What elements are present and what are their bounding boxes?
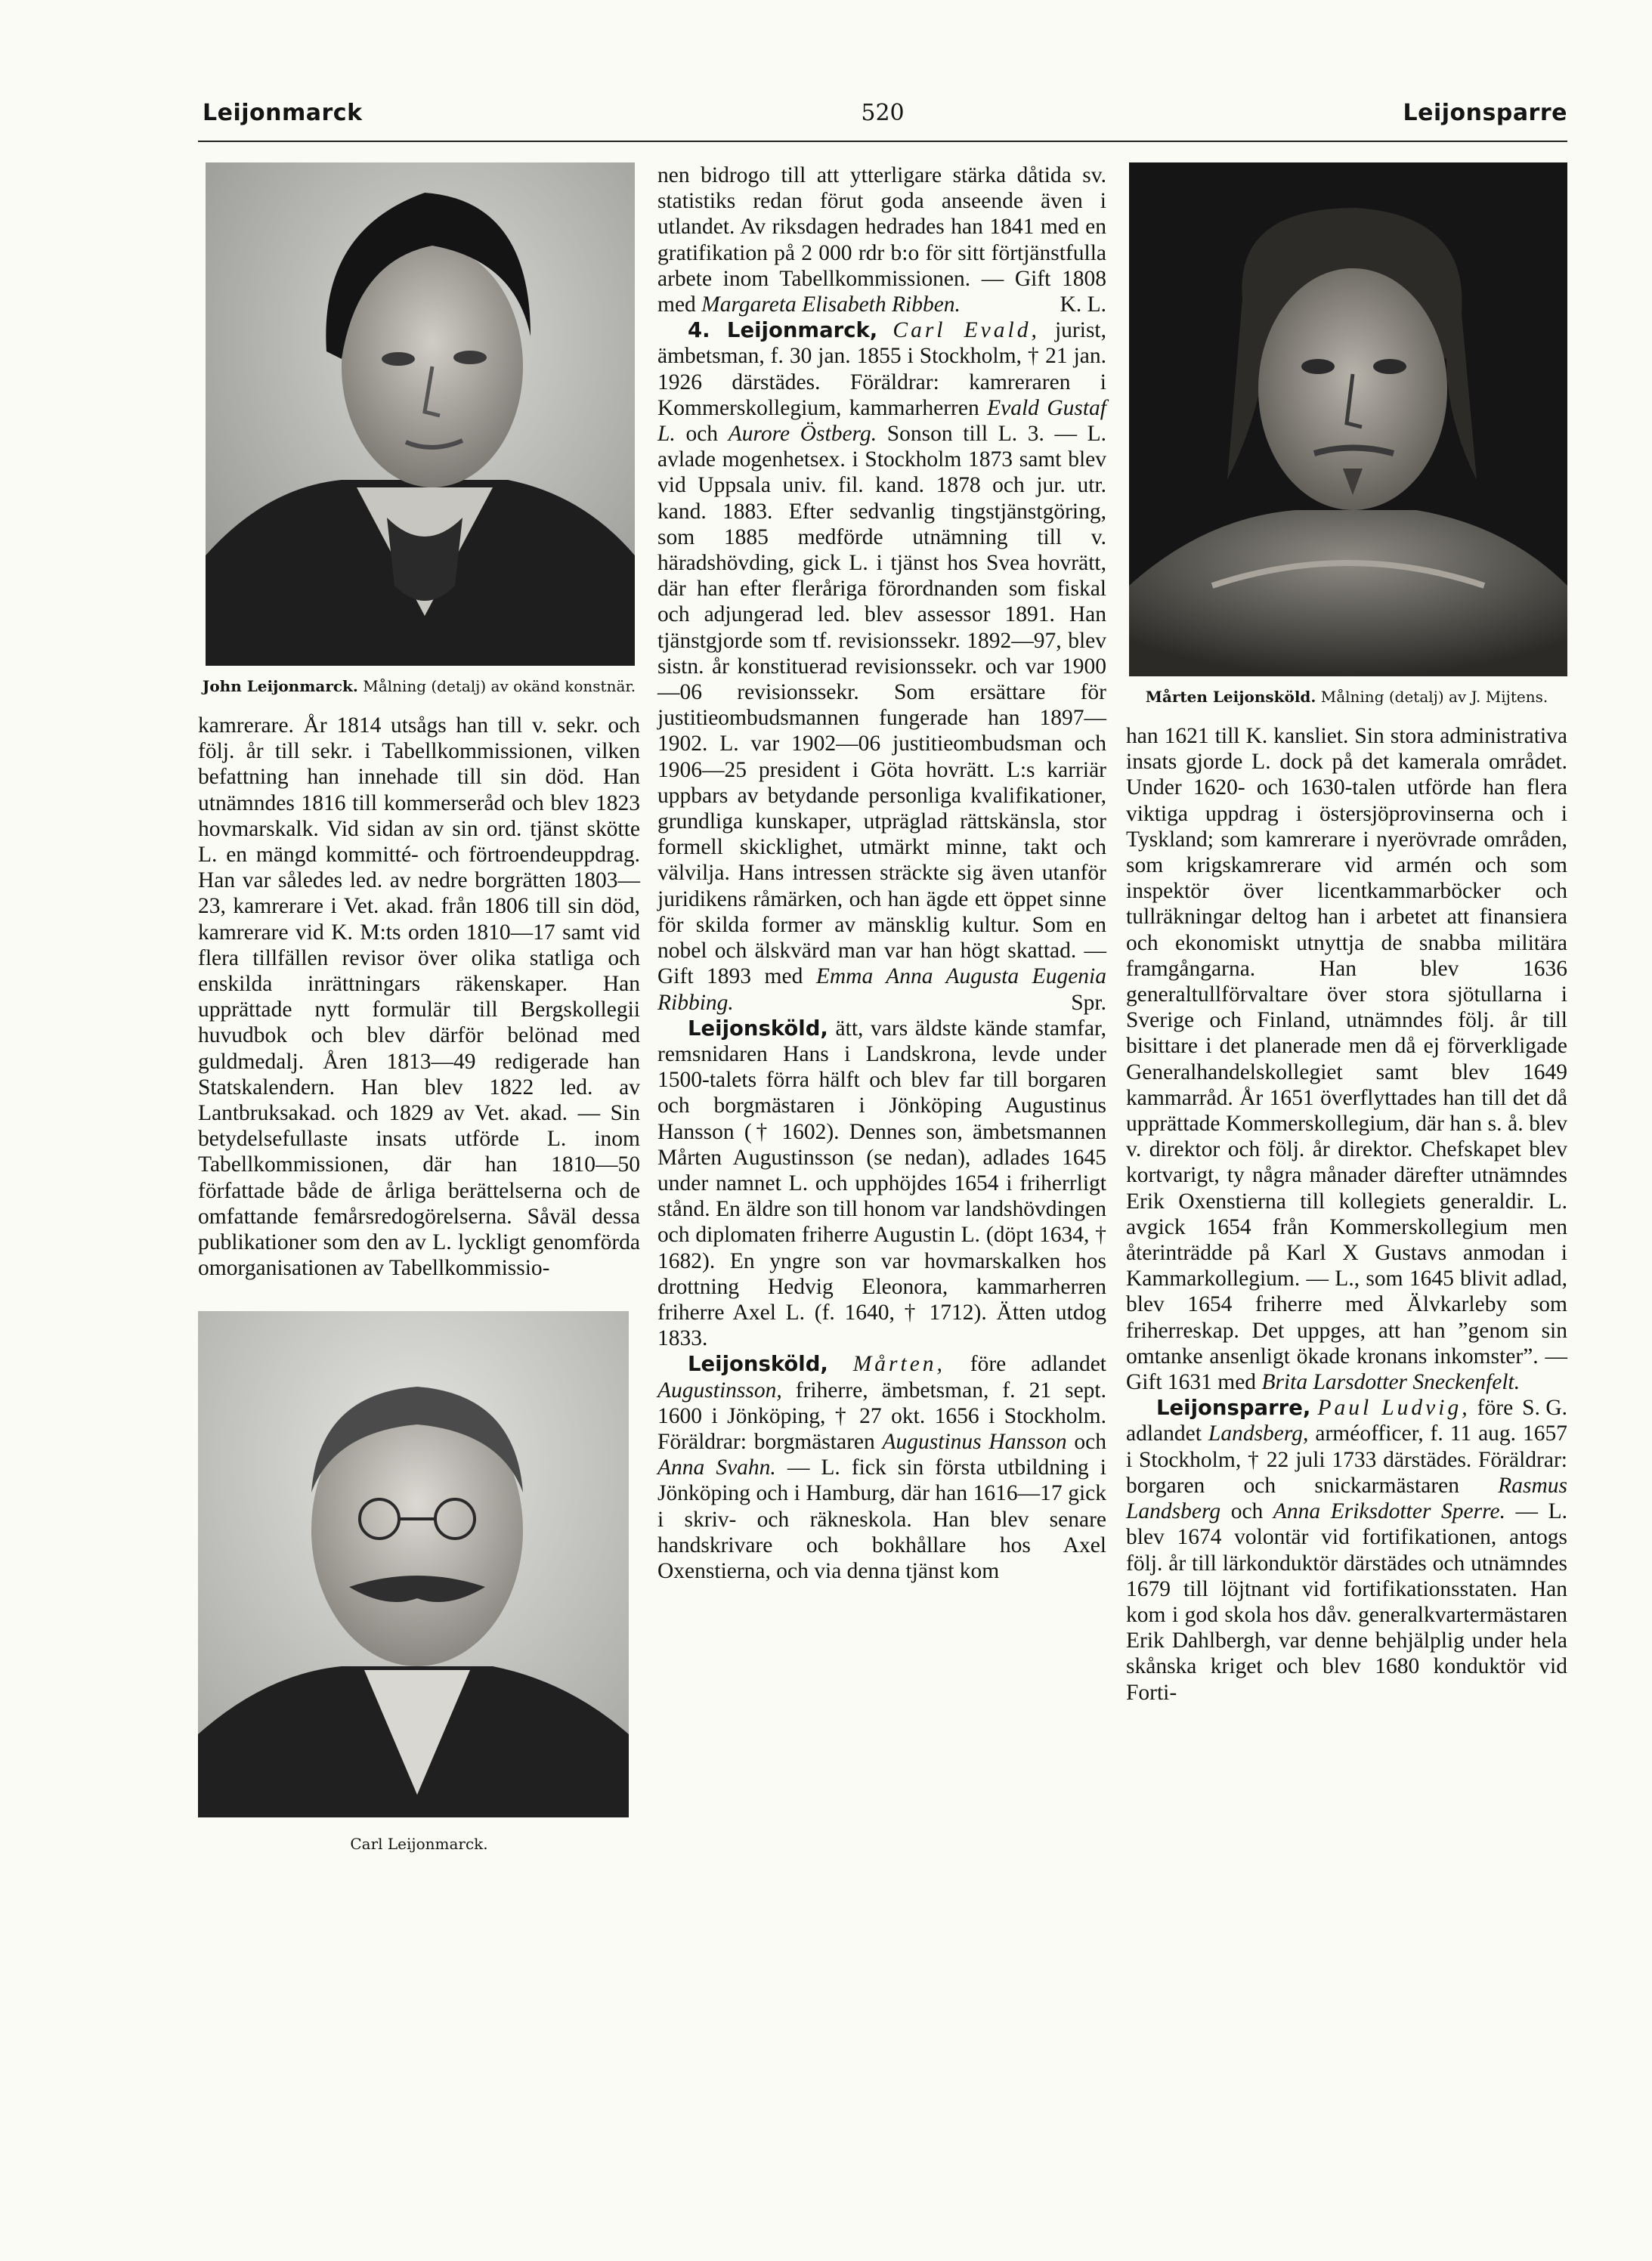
- portrait-carl-image: [198, 1311, 629, 1817]
- col3-p2-text-a: före adlandet: [1126, 1396, 1514, 1446]
- col2-p3-text: ätt, vars äldste kände stamfar, remsnidaren Hans i Landskrona, levde under 1500-talets förra hälft och blev far till borgaren och borgmästaren i Jönköping Augustinus Hansson († 1602). Dennes son, ämbetsmannen Mårten Augustinsson (se nedan), adlades 1645 under namnet L. och upphöjdes 1654 i friherrligt stånd. En äldre son till honom var landshövdingen och diplomaten friherre Augustin L. (döpt 1634, † 1682). En yngre son var hovmarskalken hos drottning Hedvig Eleonora, kammarherren friherre Axel L. (f. 1640, † 1712). Ätten utdog 1833.: [657, 1016, 1107, 1351]
- col3-p2-and: och: [1230, 1499, 1264, 1524]
- col3-p2-text-c: — L. blev 1674 volontär vid fortifikationen, antogs följ. år till lärkonduktör därstädes och utnämndes 1679 till löjtnant vid fortifikationsstaten. Han kom i god skola hos dåv. generalkvartermästaren Erik Dahlbergh, var denne behjälplig under hela skånska kriget och blev 1680 konduktör vid Forti-: [1126, 1499, 1568, 1705]
- portrait-john-image: [206, 162, 635, 666]
- col2-p2-text-b: Sonson till L. 3. — L. avlade mogenhetsex. i Stockholm 1873 samt blev vid Uppsala univ. fil. kand. 1878 och jur. utr. kand. 1883. Efter sedvanlig tingstjänstgöring, som 1885 medförde utnämning till v. häradshövding, gick L. i tjänst hos Svea hovrätt, där han efter fleråriga förordnanden som fiskal och adjungerad led. blev assessor 1891. Han tjänstgjorde som tf. revisionssekr. 1892—97, blev sistn. år konstituerad revisionssekr. och var 1900—06 revisionssekr. Som ersättare för justitieombudsmannen fungerade han 1897—1902. L. var 1902—06 justitieombudsman och 1906—25 president i Göta hovrätt. L:s karriär uppbars av betydande personliga kvalifikationer, grundliga kunskaper, utpräglad rättskänsla, stor formell skicklighet, utmärkt minne, takt och välvilja. Hans intressen sträckte sig även utanför juridikens råmärken, och han ägde ett öppet sinne för skilda former av mänsklig kultur. Som en nobel och älskvärd man var han högt skattad. — Gift 1893 med: [657, 422, 1107, 989]
- caption-john-name: John Leijonmarck.: [202, 677, 358, 695]
- entry-name-marten: Mårten,: [852, 1352, 945, 1377]
- entry-name-carl: Carl Evald,: [893, 318, 1040, 343]
- col2-p4-text-c: — L. fick sin första utbildning i Jönköping och i Hamburg, där han 1616—17 gick i skriv- och räkneskola. Han blev senare handskrivare och bokhållare hos Axel Oxenstierna, och via denna tjänst kom: [657, 1455, 1106, 1583]
- col2-p2-text-a: jurist, ämbetsman, f. 30 jan. 1855 i Stockholm, † 21 jan. 1926 därstädes. Föräldrar: kamreraren i Kommerskollegium, kammarherren: [657, 318, 1107, 420]
- col2-paragraph-2: [657, 317, 1106, 1015]
- caption-john-leijonmarck: [198, 676, 640, 696]
- col2-paragraph-1: [657, 162, 1106, 317]
- entry-heading-leijonskold-family: Leijonsköld,: [688, 1016, 828, 1041]
- col3-p1-signature: S. G.: [1522, 1396, 1567, 1421]
- col2-p4-text-b: friherre, ämbetsman, f. 21 sept. 1600 i Jönköping, † 27 okt. 1656 i Stockholm. Föräldrar: borgmästaren: [657, 1378, 1106, 1454]
- entry-heading-marten: Leijonsköld,: [688, 1352, 828, 1377]
- caption-john-detail: Målning (detalj) av okänd konstnär.: [363, 677, 636, 695]
- col2-p2-and: och: [685, 422, 719, 447]
- col2-p4-former-name: Augustinsson,: [657, 1378, 782, 1403]
- portrait-marten-leijonskold: [1129, 162, 1567, 676]
- col3-p1-spouse: Brita Larsdotter Sneckenfelt.: [1261, 1370, 1521, 1395]
- caption-marten-detail: Målning (detalj) av J. Mijtens.: [1320, 688, 1548, 706]
- caption-carl-detail: Carl Leijonmarck.: [350, 1835, 488, 1854]
- column-1: [198, 162, 640, 1854]
- col2-p1-text: nen bidrogo till att ytterligare stärka dåtida sv. statistiks redan förut goda anseende även i utlandet. Av riksdagen hedrades han 1841 med en gratifikation på 2 000 rdr b:o för sitt förtjänstfulla arbete inom Tabellkommissionen. — Gift 1808 med: [657, 163, 1106, 317]
- col2-p2-spouse: Emma Anna Augusta Eugenia Ribbing.: [657, 964, 1106, 1015]
- running-head-right: Leijonsparre: [1403, 100, 1567, 126]
- col2-p1-spouse: Margareta Elisabeth Ribben.: [701, 292, 961, 317]
- col2-p4-and: och: [1074, 1429, 1107, 1454]
- caption-marten-name: Mårten Leijonsköld.: [1145, 688, 1316, 706]
- page-number: 520: [861, 100, 905, 126]
- running-head: [198, 100, 1567, 142]
- column-3: [1126, 162, 1567, 1706]
- col2-p2-signature: Spr.: [1071, 990, 1106, 1015]
- col3-p2-former-name: Landsberg,: [1208, 1421, 1309, 1446]
- col3-p2-mother: Anna Eriksdotter Sperre.: [1273, 1499, 1505, 1524]
- entry-heading-leijonsparre: Leijonsparre,: [1156, 1396, 1311, 1421]
- portrait-carl-leijonmarck: [198, 1311, 629, 1817]
- col2-p4-text-a: före adlandet: [970, 1352, 1106, 1377]
- portrait-john-leijonmarck: [206, 162, 635, 666]
- col2-p4-mother: Anna Svahn.: [657, 1455, 776, 1480]
- col3-paragraph-2: [1126, 1395, 1567, 1705]
- running-head-left: Leijonmarck: [203, 100, 363, 126]
- column-2: [657, 162, 1106, 1584]
- caption-carl-leijonmarck: [198, 1834, 640, 1854]
- portrait-marten-image: [1129, 162, 1567, 676]
- col2-p1-signature: K. L.: [1060, 292, 1106, 317]
- col2-p4-father: Augustinus Hansson: [882, 1429, 1067, 1454]
- col2-paragraph-4: [657, 1351, 1106, 1584]
- col2-p2-father: Evald Gustaf L.: [657, 395, 1106, 447]
- entry-name-paul: Paul Ludvig,: [1317, 1396, 1471, 1421]
- caption-marten-leijonskold: [1126, 687, 1567, 707]
- col3-p1-text: han 1621 till K. kansliet. Sin stora administrativa insats gjorde L. dock på det kamerala området. Under 1620- och 1630-talen utförde han flera viktiga uppdrag i östersjöprovinserna och i Tyskland; som kamrerare i nyerövrade områden, som krigskamrerare vid armén och som inspektör över licentkammarböcker och tullräkningar deltog han i arbetet att finansiera och ekonomiskt utnyttja de snabba militära framgångarna. Han blev 1636 generaltullförvaltare över stora sjötullarna i Sverige och Finland, utnämndes följ. år till bisittare i det planerade men då ej förverkligade Generalhandelskollegiet samt blev 1649 kammarråd. År 1651 överflyttades han till det då upprättade Kommerskollegium, där han s. å. blev v. direktor och följ. år direktor. Chefskapet blev kortvarigt, ty några månader därefter utnämndes Erik Oxenstierna till kollegiets generaldir. L. avgick 1654 från Kommerskollegium men återinträdde på Karl X Gustavs anmodan i Kammarkollegium. — L., som 1645 blivit adlad, blev 1654 friherre med Älvkarleby som friherreskap. Det uppges, att han ”genom sin omtanke ansenligt ökade kronans inkomster”. — Gift 1631 med: [1126, 724, 1567, 1395]
- col3-p2-text-b: arméofficer, f. 11 aug. 1657 i Stockholm, † 22 juli 1733 därstädes. Föräldrar: borgaren och snickarmästaren: [1126, 1421, 1568, 1498]
- col2-p2-mother: Aurore Östberg.: [728, 422, 877, 447]
- col3-p2-father: Rasmus Landsberg: [1126, 1473, 1568, 1524]
- col1-paragraph: kamrerare. År 1814 utsågs han till v. sekr. och följ. år till sekr. i Tabellkommissionen, vilken befattning han innehade till sin död. Han utnämndes 1816 till kommerseråd och blev 1823 hovmarskalk. Vid sidan av sin ord. tjänst skötte L. en mängd kommitté- och förtroendeuppdrag. Han var således led. av nedre borgrätten 1803—23, kamrerare i Vet. akad. från 1806 till sin död, kamrerare vid K. M:ts orden 1810—17 samt vid flera tillfällen revisor över olika statliga och enskilda inrättningars räkenskaper. Han upprättade nytt formulär till Bergskollegii huvudbok och blev därför belönad med guldmedalj. Åren 1813—49 redigerade han Statskalendern. Han blev 1822 led. av Lantbruksakad. och 1829 av Vet. akad. — Sin betydelsefullaste insats utförde L. inom Tabellkommissionen, där han 1810—50 författade både de årliga berättelserna och de omfattande femårsredogörelserna. Såväl dessa publikationer som den av L. lyckligt genomförda omorganisationen av Tabellkommissio-: [198, 713, 640, 1281]
- col2-paragraph-3: [657, 1016, 1106, 1352]
- entry-heading-carl: 4. Leijonmarck,: [688, 318, 878, 343]
